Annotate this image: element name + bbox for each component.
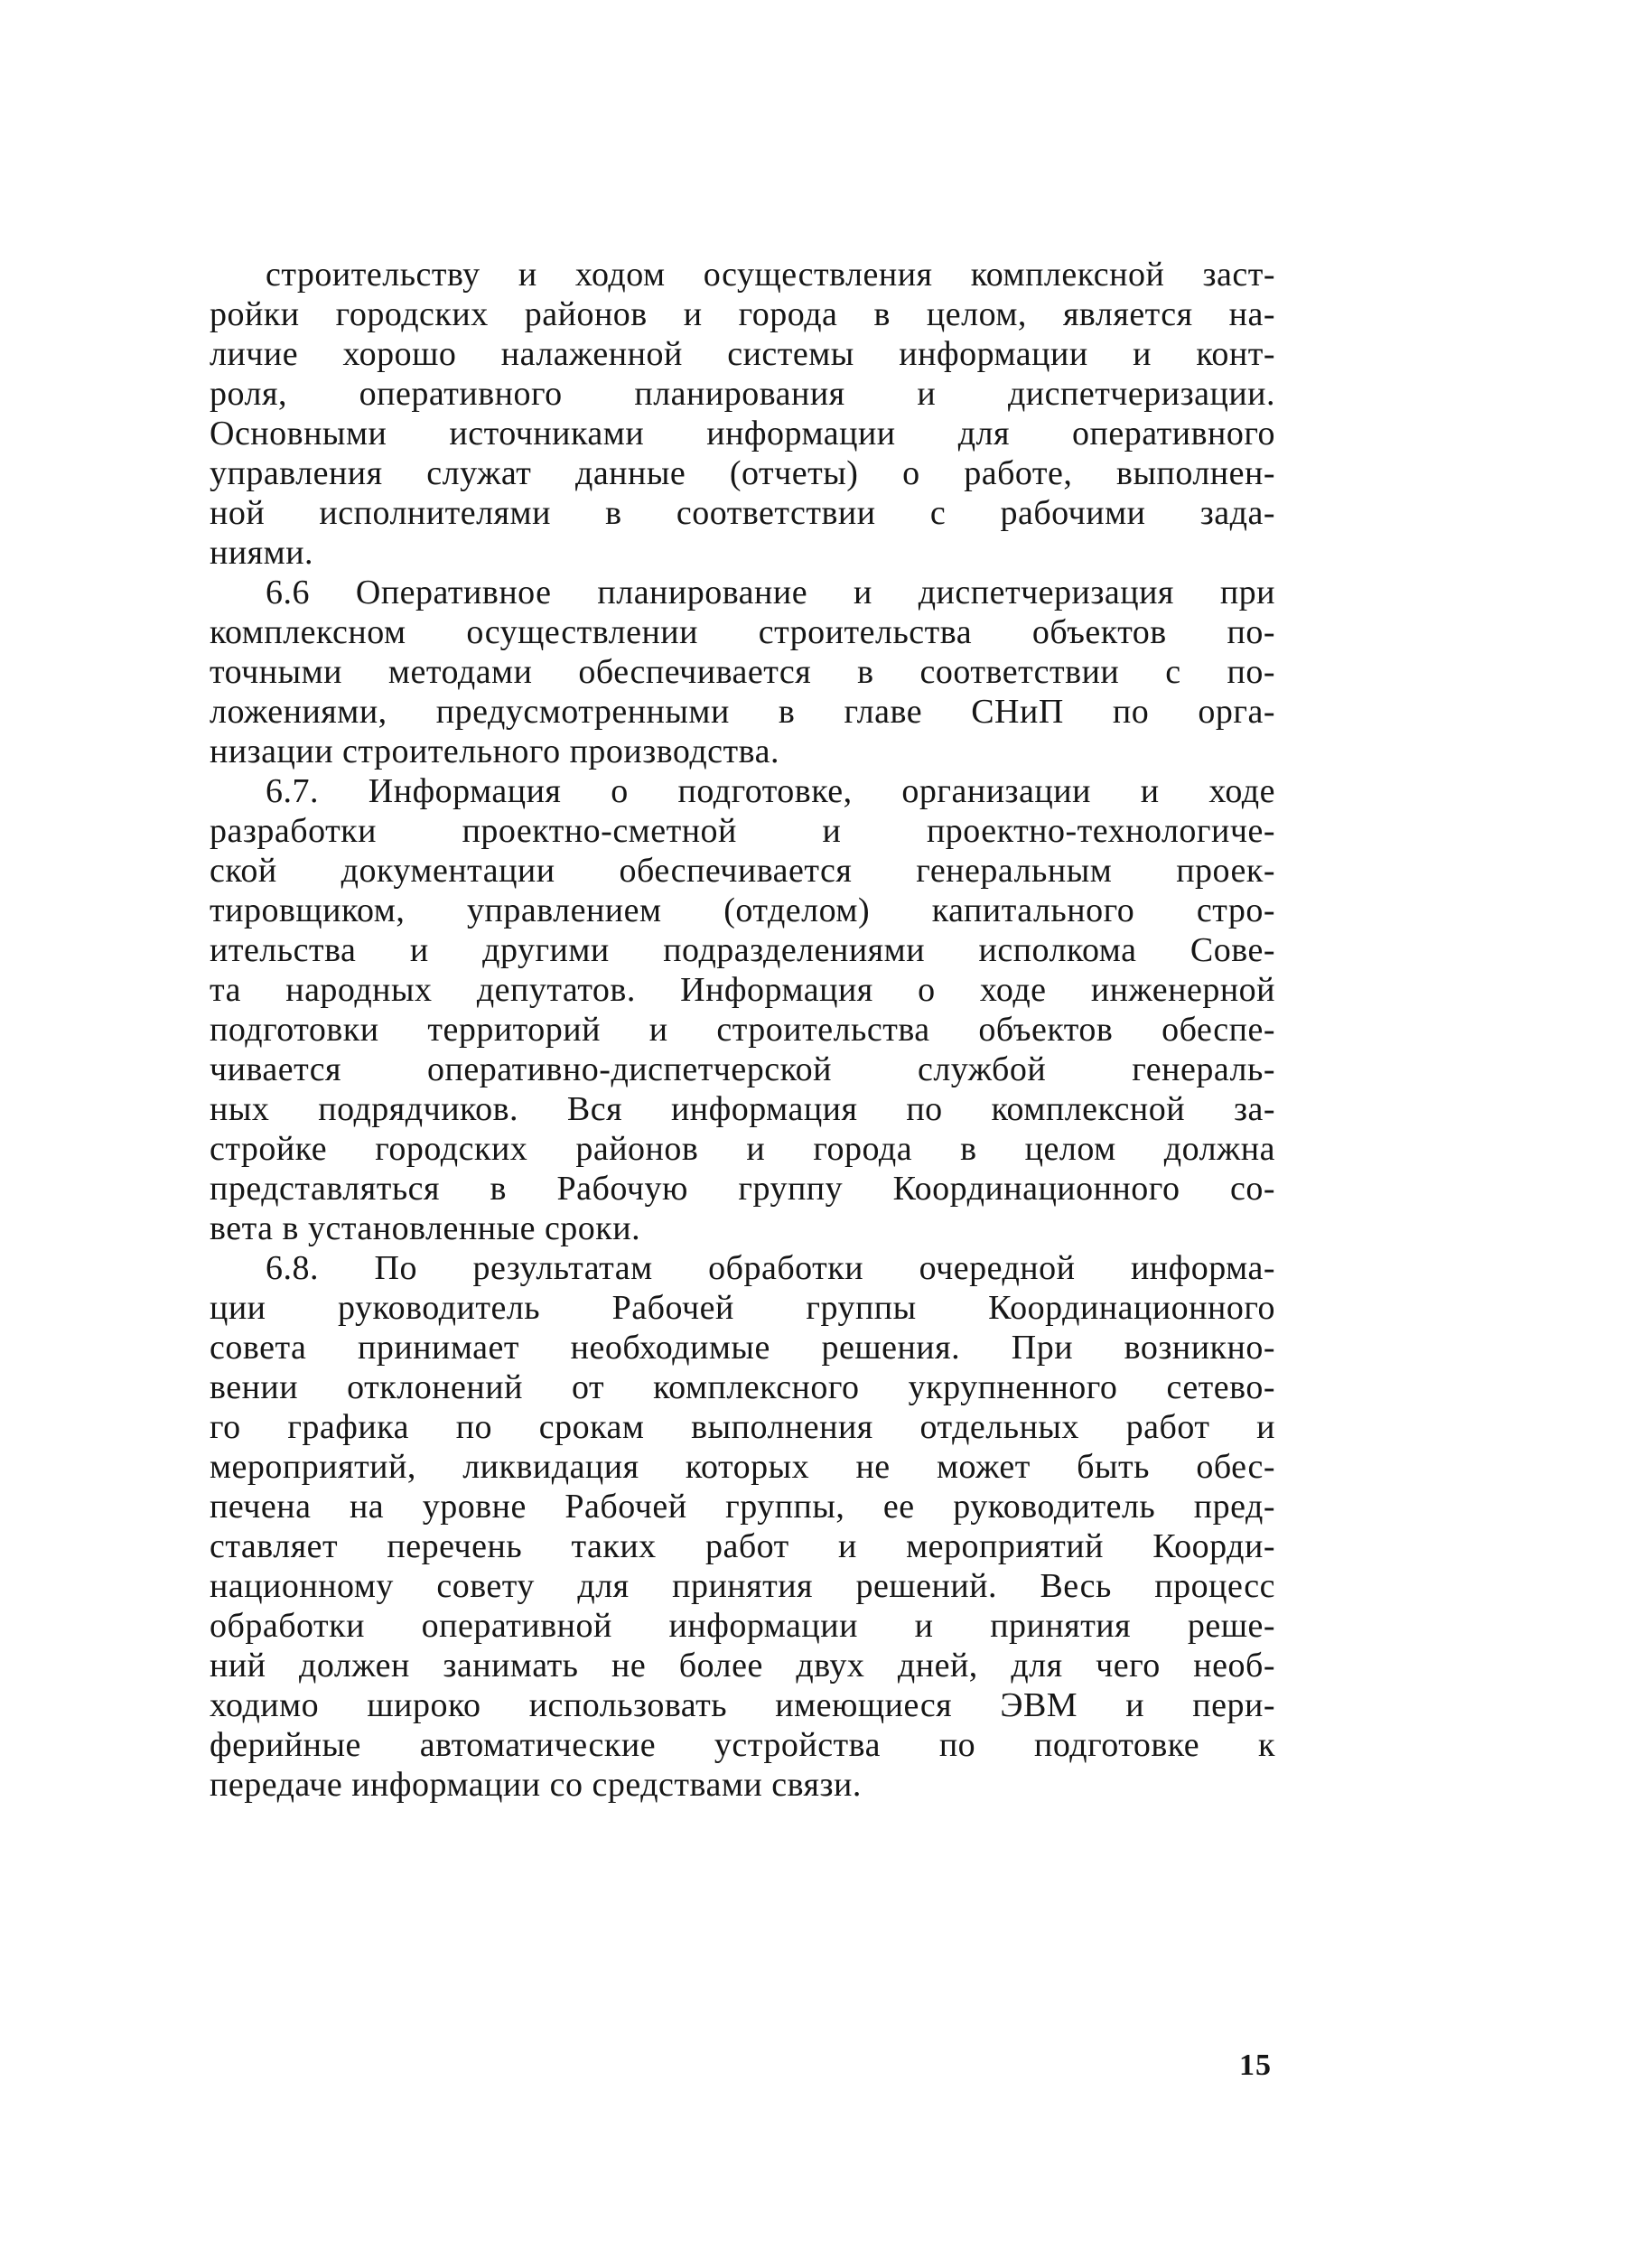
text-line: ройки городских районов и города в целом, является на- [210,295,1275,333]
text-line: ительства и другими подразделениями исполкома Сове- [210,931,1275,969]
text-line: национному совету для принятия решений. Весь процесс [210,1567,1275,1605]
text-line: роля, оперативного планирования и диспетчеризации. [210,375,1275,413]
text-line: точными методами обеспечивается в соответствии с по- [210,653,1275,691]
text-line: ных подрядчиков. Вся информация по комплексной за- [210,1090,1275,1128]
text-line: го графика по срокам выполнения отдельных работ и [210,1408,1275,1446]
text-line: чивается оперативно-диспетчерской службой генераль- [210,1050,1275,1088]
text-line: ферийные автоматические устройства по подготовке к [210,1726,1275,1764]
text-line: низации строительного производства. [210,733,779,770]
paragraph [210,573,1275,771]
text-line: тировщиком, управлением (отделом) капитального стро- [210,891,1275,929]
text-line: ходимо широко использовать имеющиеся ЭВМ и пери- [210,1686,1275,1724]
text-line: вении отклонений от комплексного укрупненного сетево- [210,1368,1275,1406]
paragraph [210,771,1275,1248]
text-line: ниями. [210,534,314,572]
body-text [210,255,1275,1805]
text-line: представляться в Рабочую группу Координационного со- [210,1170,1275,1208]
text-line: ции руководитель Рабочей группы Координационного [210,1289,1275,1327]
text-line: подготовки территорий и строительства объектов обеспе- [210,1011,1275,1049]
text-line: передаче информации со средствами связи. [210,1766,862,1804]
text-line: управления служат данные (отчеты) о работе, выполнен- [210,454,1275,492]
text-line: личие хорошо налаженной системы информации и конт- [210,335,1275,373]
text-line: мероприятий, ликвидация которых не может быть обес- [210,1448,1275,1486]
text-line: разработки проектно-сметной и проектно-технологиче- [210,812,1275,850]
page-number: 15 [1239,2049,1272,2082]
text-line: комплексном осуществлении строительства объектов по- [210,613,1275,651]
text-line: стройке городских районов и города в целом должна [210,1130,1275,1168]
text-line: 6.7. Информация о подготовке, организации и ходе [266,772,1275,810]
paragraph [210,1248,1275,1805]
text-line: ставляет перечень таких работ и мероприятий Коорди- [210,1527,1275,1565]
text-line: ложениями, предусмотренными в главе СНиП по орга- [210,693,1275,731]
text-line: та народных депутатов. Информация о ходе инженерной [210,971,1275,1009]
text-line: строительству и ходом осуществления комплексной заст- [266,256,1275,294]
text-line: обработки оперативной информации и принятия реше- [210,1607,1275,1645]
text-line: 6.6 Оперативное планирование и диспетчеризация при [266,574,1275,611]
text-line: вета в установленные сроки. [210,1209,641,1247]
paragraph [210,255,1275,573]
text-line: ской документации обеспечивается генеральным проек- [210,852,1275,890]
text-line: ной исполнителями в соответствии с рабочими зада- [210,494,1275,532]
text-line: совета принимает необходимые решения. При возникно- [210,1329,1275,1367]
text-line: Основными источниками информации для оперативного [210,415,1275,453]
text-line: 6.8. По результатам обработки очередной информа- [266,1249,1275,1287]
text-line: печена на уровне Рабочей группы, ее руководитель пред- [210,1488,1275,1526]
text-line: ний должен занимать не более двух дней, для чего необ- [210,1647,1275,1685]
